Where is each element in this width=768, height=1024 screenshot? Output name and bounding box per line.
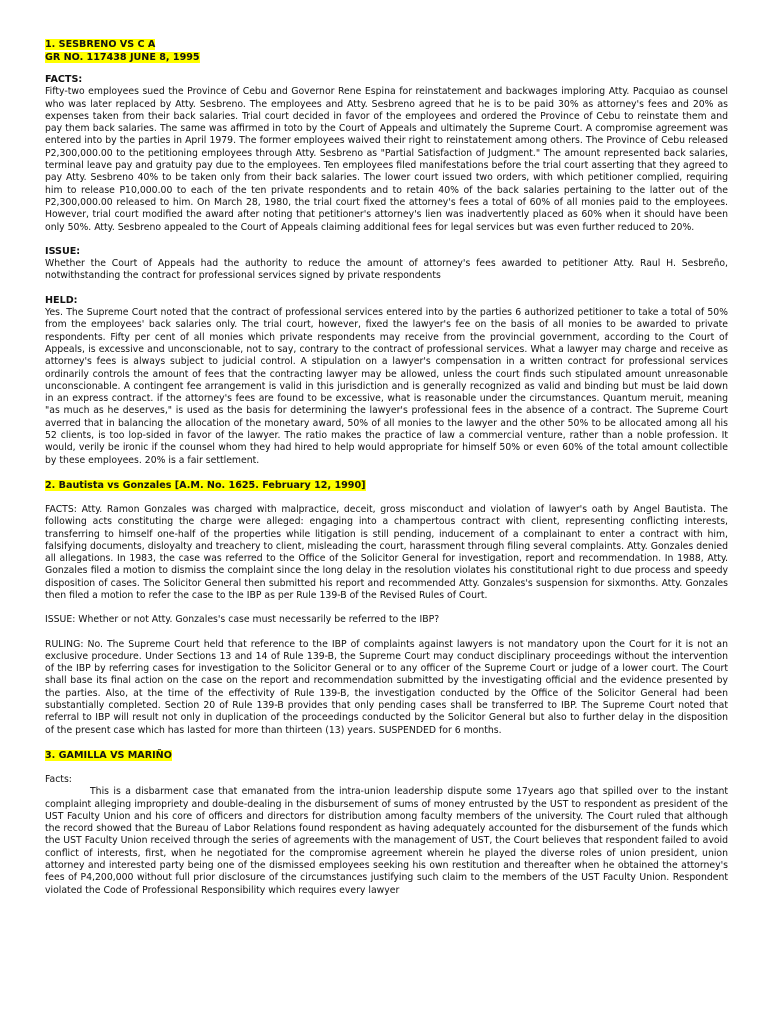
case-2-issue-text: ISSUE: Whether or not Atty. Gonzales's case must necessarily be referred to the IBP? [45,614,440,626]
case-1-issue-text: Whether the Court of Appeals had the authority to reduce the amount of attorney's fees awarded to petitioner Atty. Raul H. Sesbreño, notwithstanding the contract for professional services signed by private respondents [45,258,728,282]
case-1-facts-label: FACTS: [45,74,83,85]
case-3-facts-text: This is a disbarment case that emanated from the intra-union leadership dispute some 17years ago that spilled over to the instant complaint alleging impropriety and double-dealing in the disbursement of sums of money entrusted by the UST to respondent as president of the UST Faculty Union and his core of officers and directors for distribution among faculty members of the university. The Court ruled that although the record showed that the Bureau of Labor Relations found respondent as having adequately accounted for the disbursement of the funds which the UST Faculty Union received through the series of agreements with the management of UST, the Court believes that respondent failed to avoid conflict of interests, first, when he negotiated for the compromise agreement wherein he played the diverse roles of union president, union attorney and interested party being one of the dismissed employees seeking his own restitution and thereafter when he obtained the attorney's fees of P4,200,000 without full prior disclosure of the circumstances justifying such claim to the members of the UST Faculty Union. Respondent violated the Code of Professional Responsibility which requires every lawyer [45,786,728,896]
case-3-facts-label: Facts: [45,773,72,785]
case-3-title: 3. GAMILLA VS MARIÑO [45,749,172,761]
case-1-gr-number: GR NO. 117438 JUNE 8, 1995 [45,52,200,63]
case-1-title: 1. SESBRENO VS C A [45,39,156,50]
case-1-facts-text: Fifty-two employees sued the Province of Cebu and Governor Rene Espina for reinstatement and backwages imploring Atty. Pacquiao as counsel who was later replaced by Atty. Sesbreno. The employees and Atty. Sesbreno agreed that he is to be paid 30% as attorney's fees and 20% as expenses taken from their back salaries. Trial court decided in favor of the employees and ordered the Province of Cebu to reinstate them and pay them back salaries. The same was affirmed in toto by the Court of Appeals and ultimately the Supreme Court. A compromise agreement was entered into by the parties in April 1979. The former employees waived their right to reinstatement among others. The Province of Cebu released P2,300,000.00 to the petitioning employees through Atty. Sesbreno as "Partial Satisfaction of Judgment." The amount represented back salaries, terminal leave pay and gratuity pay due to the employees. Ten employees filed manifestations before the trial court asserting that they agreed to pay Atty. Sesbreno 40% to be taken only from their back salaries. The lower court issued two orders, with which petitioner complied, requiring him to release P10,000.00 to each of the ten private respondents and to retain 40% of the back salaries pertaining to the latter out of the P2,300,000.00 released to him. On March 28, 1980, the trial court fixed the attorney's fees a total of 60% of all monies paid to the employees. However, trial court modified the award after noting that petitioner's attorney's lien was inadvertently placed as 60% when it should have been only 50%. Atty. Sesbreno appealed to the Court of Appeals claiming additional fees for legal services but was even further reduced to 20%. [45,86,728,233]
case-1-held-text: Yes. The Supreme Court noted that the contract of professional services entered into by the parties 6 authorized petitioner to take a total of 50% from the employees' back salaries only. The trial court, however, fixed the lawyer's fee on the basis of all monies to be awarded to private respondents. Fifty per cent of all monies which private respondents may receive from the provincial government, according to the Court of Appeals, is excessive and unconscionable, not to say, contrary to the contract of professional services. What a lawyer may charge and receive as attorney's fees is always subject to judicial control. A stipulation on a lawyer's compensation in a written contract for professional services ordinarily controls the amount of fees that the contracting lawyer may be allowed, unless the court finds such stipulated amount unreasonable unconscionable. A contingent fee arrangement is valid in this jurisdiction and is generally recognized as valid and binding but must be laid down in an express contract. if the attorney's fees are found to be excessive, what is reasonable under the circumstances. Quantum meruit, meaning "as much as he deserves," is used as the basis for determining the lawyer's professional fees in the absence of a contract. The Supreme Court averred that in balancing the allocation of the monetary award, 50% of all monies to the lawyer and the other 50% to be allocated among all his 52 clients, is too lop-sided in favor of the lawyer. The ratio makes the practice of law a commercial venture, rather than a noble profession. It would, verily be ironic if the counsel whom they had hired to help would appropriate for himself 50% or even 60% of the total amount collectible by these employees. 20% is a fair settlement. [45,307,728,466]
case-2-title: 2. Bautista vs Gonzales [A.M. No. 1625. February 12, 1990] [45,479,366,491]
document-page [45,38,728,897]
case-1-held-label: HELD: [45,294,78,306]
case-2-facts-text: FACTS: Atty. Ramon Gonzales was charged with malpractice, deceit, gross misconduct and violation of lawyer's oath by Angel Bautista. The following acts constituting the charge were alleged: engaging into a champertous contract with client, representing conflicting interests, transferring to himself one-half of the properties while litigation is still pending, inducement of a complainant to enter a contract with him, falsifying documents, disloyalty and treachery to client, misleading the court, harassment through filing several complaints. Atty. Gonzales denied all allegations. In 1983, the case was referred to the Office of the Solicitor General for investigation, report and recommendation. In 1988, Atty. Gonzales filed a motion to dismiss the complaint since the long delay in the resolution violates his constitutional right to due process and speedy disposition of cases. The Solicitor General then submitted his report and recommended Atty. Gonzales's suspension for sixmonths. Atty. Gonzales then filed a motion to refer the case to the IBP as per Rule 139-B of the Revised Rules of Court. [45,503,728,601]
case-2-ruling-text: RULING: No. The Supreme Court held that reference to the IBP of complaints against lawyers is not mandatory upon the Court for it is not an exclusive procedure. Under Sections 13 and 14 of Rule 139-B, the Supreme Court may conduct disciplinary proceedings without the intervention of the IBP by referring cases for investigation to the Solicitor General or to any officer of the Supreme Court or judge of a lower court. The Court shall base its final action on the case on the report and recommendation submitted by the investigating official and the evidence presented by the parties. Also, at the time of the effectivity of Rule 139-B, the investigation conducted by the Office of the Solicitor General had been substantially completed. Section 20 of Rule 139-B provides that only pending cases shall be transferred to IBP. The Supreme Court noted that referral to IBP will result not only in duplication of the proceedings conducted by the Solicitor General but also to further delay in the disposition of the present case which has lasted for more than thirteen (13) years. SUSPENDED for 6 months. [45,638,728,736]
case-1-issue-label: ISSUE: [45,245,81,257]
